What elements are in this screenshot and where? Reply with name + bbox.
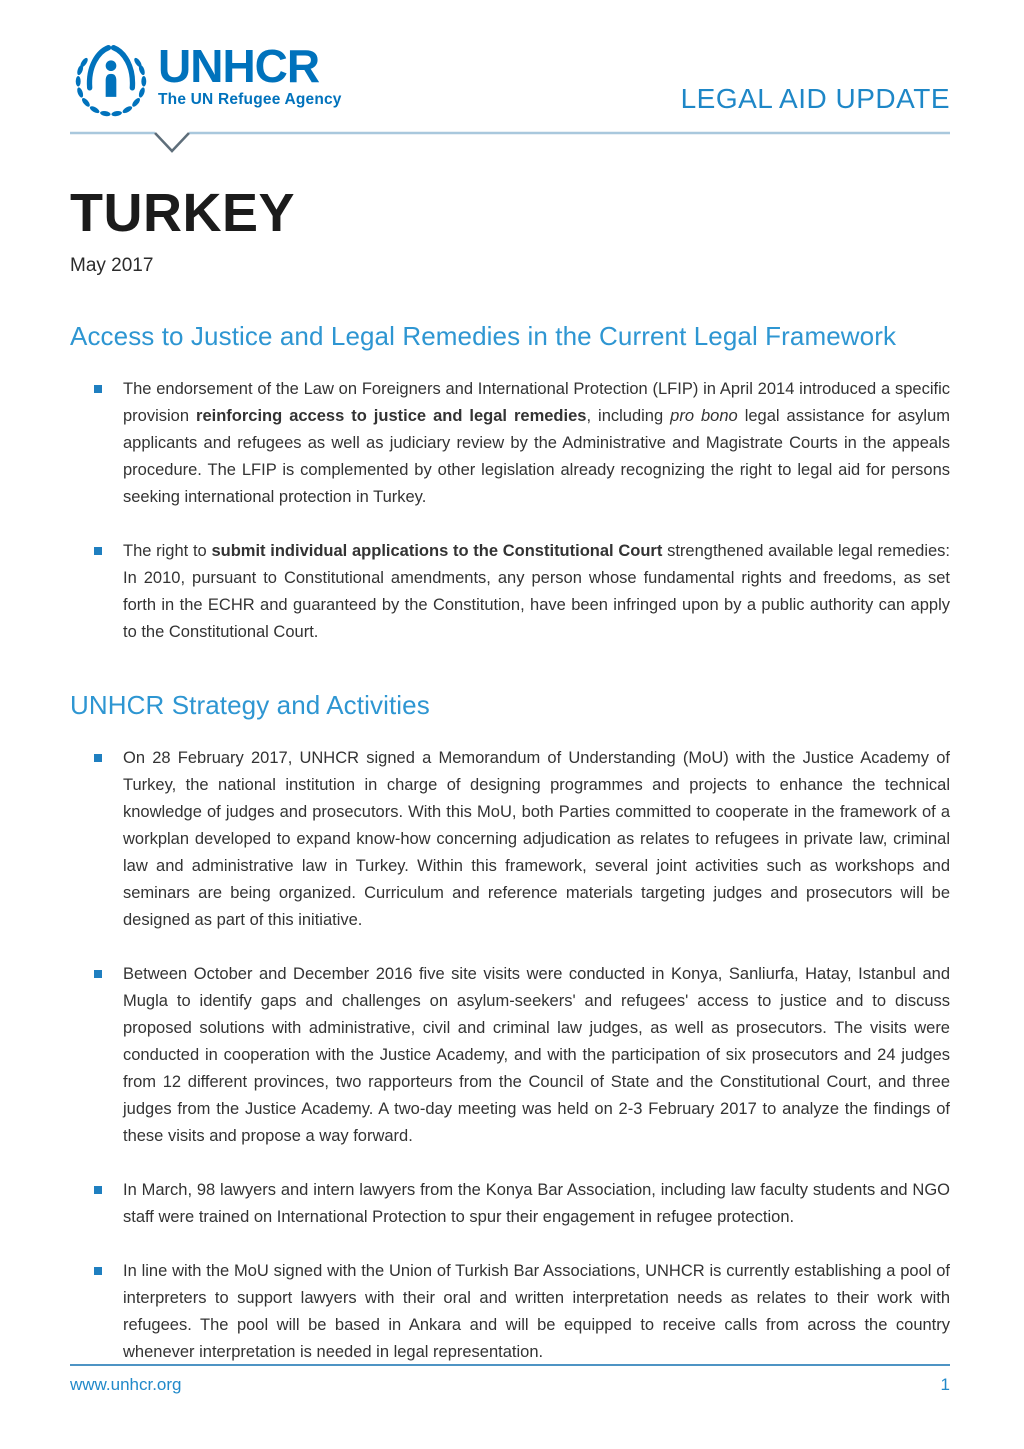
logo-tagline: The UN Refugee Agency [158, 91, 342, 108]
list-item [70, 1177, 950, 1231]
bullet-text: On 28 February 2017, UNHCR signed a Memorandum of Understanding (MoU) with the Justice Academy of Turkey, the national institution in charge of designing programmes and projects to enhance the technical knowledge of judges and prosecutors. With this MoU, both Parties committed to cooperate in the framework of a workplan developed to expand know-how concerning adjudication as relates to refugees in private law, criminal law and administrative law in Turkey. Within this framework, several joint activities such as workshops and seminars are being organized. Curriculum and reference materials targeting judges and prosecutors will be designed as part of this initiative. [123, 749, 950, 930]
bullet-text: In March, 98 lawyers and intern lawyers from the Konya Bar Association, including law faculty students and NGO staff were trained on International Protection to spur their engagement in refugee protection. [123, 1181, 950, 1227]
bullet-square-icon [94, 970, 102, 978]
unhcr-emblem-icon [70, 37, 152, 119]
list-item [70, 961, 950, 1150]
list-item [70, 745, 950, 934]
page-title: TURKEY [70, 183, 296, 243]
list-item [70, 538, 950, 646]
page-header [70, 0, 950, 119]
bullet-square-icon [94, 547, 102, 555]
bullet-list [70, 745, 950, 1366]
bullet-text: Between October and December 2016 five site visits were conducted in Konya, Sanliurfa, Hatay, Istanbul and Mugla to identify gaps and challenges on asylum-seekers' and refugees' access to justice and to discuss proposed solutions with administrative, civil and criminal law judges, as well as prosecutors. The visits were conducted in cooperation with the Justice Academy, and with the participation of six prosecutors and 24 judges from 12 different provinces, two rapporteurs from the Council of State and the Constitutional Court, and three judges from the Justice Academy. A two-day meeting was held on 2-3 February 2017 to analyze the findings of these visits and propose a way forward. [123, 965, 950, 1146]
bullet-text: In line with the MoU signed with the Union of Turkish Bar Associations, UNHCR is currently establishing a pool of interpreters to support lawyers with their oral and written interpretation needs as relates to their work with refugees. The pool will be based in Ankara and will be equipped to receive calls from across the country whenever interpretation is needed in legal representation. [123, 1262, 950, 1362]
bullet-square-icon [94, 1186, 102, 1194]
bullet-square-icon [94, 1267, 102, 1275]
bullet-list [70, 376, 950, 646]
footer-website-link[interactable]: www.unhcr.org [70, 1375, 182, 1394]
bullet-text: The right to submit individual applications to the Constitutional Court strengthened available legal remedies: In 2010, pursuant to Constitutional amendments, any person whose fundamental rights and freedoms, as set forth in the ECHR and guaranteed by the Constitution, have been infringed upon by a public authority can apply to the Constitutional Court. [123, 541, 951, 641]
bullet-square-icon [94, 754, 102, 762]
section-unhcr-strategy [70, 690, 950, 1366]
unhcr-logo [70, 37, 342, 119]
document-type-label: LEGAL AID UPDATE [680, 83, 950, 114]
section-heading: Access to Justice and Legal Remedies in the Current Legal Framework [70, 320, 897, 351]
list-item [70, 376, 950, 511]
list-item [70, 1258, 950, 1366]
page-number: 1 [940, 1375, 950, 1394]
bullet-square-icon [94, 385, 102, 393]
logo-text [158, 37, 342, 109]
date-label: May 2017 [70, 254, 154, 276]
page-footer [70, 1364, 950, 1395]
logo-org-name: UNHCR [158, 40, 320, 92]
section-heading: UNHCR Strategy and Activities [70, 689, 430, 720]
header-divider [70, 131, 950, 157]
chevron-down-icon [155, 133, 189, 151]
section-access-to-justice [70, 321, 950, 646]
bullet-text: The endorsement of the Law on Foreigners and International Protection (LFIP) in April 2014 introduced a specific provision reinforcing access to justice and legal remedies, including pro bono legal assistance for asylum applicants and refugees as well as judiciary review by the Administrative and Magistrate Courts in the appeals procedure. The LFIP is complemented by other legislation already recognizing the right to legal aid for persons seeking international protection in Turkey. [123, 379, 950, 506]
